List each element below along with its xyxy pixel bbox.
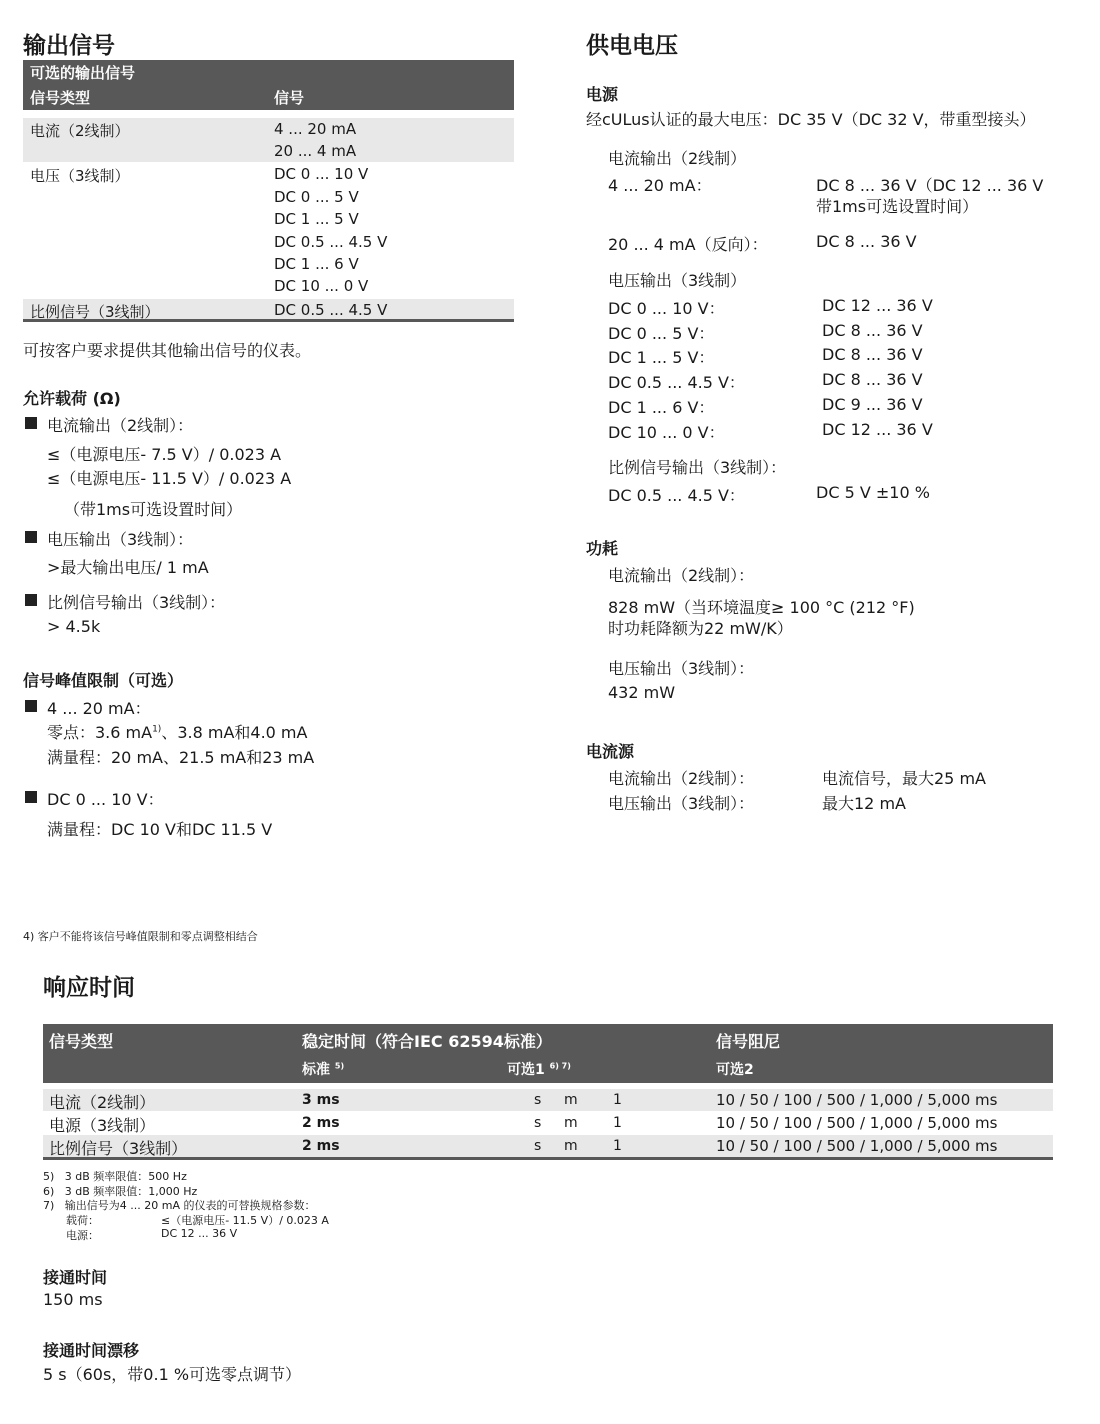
footnote-7-power-value: DC 12 ... 36 V	[161, 1227, 238, 1240]
consumption-current-label: 电流输出（2线制）：	[608, 566, 755, 585]
bullet-icon	[25, 791, 37, 803]
footnote-ref: 1)	[152, 724, 162, 735]
table-cell: 电流（2线制）	[49, 1093, 156, 1112]
response-col-damping: 信号阻尼	[716, 1032, 781, 1051]
consumption-current-value: 828 mW（当环境温度≥ 100 °C (212 °F)	[608, 598, 915, 617]
load-title: 允许载荷 (Ω)	[23, 389, 121, 408]
consumption-title: 功耗	[586, 539, 619, 558]
table-cell: 10 / 50 / 100 / 500 / 1,000 / 5,000 ms	[716, 1137, 998, 1155]
table-cell: 10 / 50 / 100 / 500 / 1,000 / 5,000 ms	[716, 1114, 998, 1132]
supply-key: 20 ... 4 mA（反向）：	[608, 235, 768, 254]
table-cell: s	[534, 1115, 542, 1131]
option1-label: 可选1	[507, 1062, 545, 1078]
standard-label: 标准	[302, 1062, 330, 1078]
supply-key: DC 0 ... 10 V：	[608, 299, 725, 318]
table-cell: 比例信号（3线制）	[49, 1139, 188, 1158]
source-key: 电流输出（2线制）：	[608, 769, 755, 788]
supply-value: 带1ms可选设置时间）	[816, 197, 979, 216]
supply-key: DC 0 ... 5 V：	[608, 324, 715, 343]
table-cell: 1	[613, 1092, 622, 1108]
table-cell: m	[564, 1138, 578, 1154]
supply-key: DC 0.5 ... 4.5 V：	[608, 486, 745, 505]
table-bottom-rule	[43, 1157, 1053, 1160]
load-current-value: ≤（电源电压- 7.5 V）/ 0.023 A	[47, 445, 282, 464]
consumption-current-value: 时功耗降额为22 mW/K）	[608, 619, 793, 638]
source-value: 最大12 mA	[822, 794, 906, 813]
table-cell: DC 10 ... 0 V	[274, 277, 369, 295]
peak-voltage-full-scale: 满量程：DC 10 V和DC 11.5 V	[47, 820, 273, 839]
load-voltage-value: >最大输出电压/ 1 mA	[47, 558, 209, 577]
load-voltage-label: 电压输出（3线制）：	[47, 530, 194, 549]
supply-value: DC 8 ... 36 V	[822, 370, 923, 389]
supply-value: DC 8 ... 36 V	[822, 321, 923, 340]
consumption-voltage-value: 432 mW	[608, 683, 676, 702]
response-col-settle: 稳定时间（符合IEC 62594标准）	[302, 1032, 552, 1051]
load-current-note: （带1ms可选设置时间）	[64, 500, 243, 519]
bullet-icon	[25, 531, 37, 543]
table-cell: 比例信号（3线制）	[30, 303, 160, 321]
supply-value: DC 5 V ±10 %	[816, 483, 930, 502]
bullet-icon	[25, 700, 37, 712]
peak-current-label: 4 ... 20 mA：	[47, 699, 151, 718]
output-table-caption: 可选的输出信号	[30, 64, 136, 82]
supply-key: DC 1 ... 6 V：	[608, 398, 715, 417]
bullet-icon	[25, 594, 37, 606]
table-cell: DC 0.5 ... 4.5 V	[274, 301, 388, 319]
peak-zero-rest: 、3.8 mA和4.0 mA	[161, 723, 308, 742]
table-cell: 1	[613, 1138, 622, 1154]
response-col-standard	[302, 1059, 344, 1079]
switch-on-time-title: 接通时间	[43, 1268, 108, 1287]
table-cell: s	[534, 1138, 542, 1154]
output-table-col-type: 信号类型	[30, 89, 91, 107]
table-cell: DC 1 ... 6 V	[274, 255, 359, 273]
consumption-voltage-label: 电压输出（3线制）：	[608, 659, 755, 678]
table-cell: 电压（3线制）	[30, 167, 130, 185]
footnote-5: 5) 3 dB 频率限值：500 Hz	[43, 1170, 187, 1183]
table-cell: 2 ms	[302, 1115, 340, 1131]
output-table-col-signal: 信号	[274, 89, 305, 107]
supply-voltage-title: 供电电压	[586, 33, 678, 59]
power-source-title: 电源	[586, 85, 619, 104]
supply-key: DC 10 ... 0 V：	[608, 423, 725, 442]
switch-on-drift-value: 5 s（60s，带0.1 %可选零点调节）	[43, 1365, 302, 1384]
table-cell: DC 0 ... 5 V	[274, 188, 359, 206]
table-cell: 20 ... 4 mA	[274, 142, 357, 160]
footnote-7-power-key: 电源：	[66, 1229, 99, 1242]
ratio-output-3wire: 比例信号输出（3线制）：	[608, 458, 787, 477]
table-cell: 4 ... 20 mA	[274, 120, 357, 138]
supply-value: DC 12 ... 36 V	[822, 296, 933, 315]
footnote-ref: 6) 7)	[549, 1061, 571, 1071]
supply-value: DC 8 ... 36 V（DC 12 ... 36 V	[816, 176, 1044, 195]
table-cell: 1	[613, 1115, 622, 1131]
supply-value: DC 12 ... 36 V	[822, 420, 933, 439]
other-signals-note: 可按客户要求提供其他输出信号的仪表。	[23, 341, 312, 360]
footnote-7: 7) 输出信号为4 ... 20 mA 的仪表的可替换规格参数：	[43, 1199, 316, 1212]
supply-key: DC 0.5 ... 4.5 V：	[608, 373, 745, 392]
response-time-title: 响应时间	[43, 975, 135, 1001]
response-col-option1	[507, 1059, 571, 1079]
supply-key: 4 ... 20 mA：	[608, 176, 712, 195]
switch-on-time-value: 150 ms	[43, 1290, 103, 1309]
output-signal-title: 输出信号	[23, 33, 115, 59]
source-value: 电流信号，最大25 mA	[822, 769, 986, 788]
table-cell: DC 0.5 ... 4.5 V	[274, 233, 388, 251]
footnote-4: 4) 客户不能将该信号峰值限制和零点调整相结合	[23, 930, 258, 943]
table-cell: 3 ms	[302, 1092, 340, 1108]
peak-zero-line	[47, 720, 307, 743]
supply-value: DC 8 ... 36 V	[822, 345, 923, 364]
footnote-6: 6) 3 dB 频率限值：1,000 Hz	[43, 1185, 198, 1198]
supply-value: DC 8 ... 36 V	[816, 232, 917, 251]
supply-key: DC 1 ... 5 V：	[608, 348, 715, 367]
load-ratio-value: > 4.5k	[47, 617, 101, 636]
switch-on-drift-title: 接通时间漂移	[43, 1341, 140, 1360]
peak-full-scale: 满量程：20 mA、21.5 mA和23 mA	[47, 748, 315, 767]
table-cell: DC 1 ... 5 V	[274, 210, 359, 228]
table-cell: DC 0 ... 10 V	[274, 165, 369, 183]
culus-max-voltage: 经cULus认证的最大电压：DC 35 V（DC 32 V，带重型接头）	[586, 110, 1036, 129]
table-cell: 电流（2线制）	[30, 122, 130, 140]
table-cell: m	[564, 1115, 578, 1131]
table-cell: 2 ms	[302, 1138, 340, 1154]
table-cell: 10 / 50 / 100 / 500 / 1,000 / 5,000 ms	[716, 1091, 998, 1109]
peak-zero-text: 零点：3.6 mA	[47, 723, 153, 742]
response-col-option2: 可选2	[716, 1062, 754, 1078]
load-current-label: 电流输出（2线制）：	[47, 416, 194, 435]
peak-limit-title: 信号峰值限制（可选）	[23, 671, 184, 690]
bullet-icon	[25, 417, 37, 429]
load-ratio-label: 比例信号输出（3线制）：	[47, 593, 226, 612]
current-source-title: 电流源	[586, 742, 635, 761]
load-current-value: ≤（电源电压- 11.5 V）/ 0.023 A	[47, 469, 292, 488]
supply-value: DC 9 ... 36 V	[822, 395, 923, 414]
footnote-ref: 5)	[334, 1061, 345, 1071]
source-key: 电压输出（3线制）：	[608, 794, 755, 813]
table-cell: m	[564, 1092, 578, 1108]
footnote-7-load-key: 载荷：	[66, 1214, 99, 1227]
current-output-2wire: 电流输出（2线制）	[608, 149, 747, 168]
footnote-7-load-value: ≤（电源电压- 11.5 V）/ 0.023 A	[161, 1214, 329, 1227]
table-cell: s	[534, 1092, 542, 1108]
table-cell: 电源（3线制）	[49, 1116, 156, 1135]
response-col-type: 信号类型	[49, 1032, 114, 1051]
voltage-output-3wire: 电压输出（3线制）	[608, 271, 747, 290]
peak-voltage-label: DC 0 ... 10 V：	[47, 790, 164, 809]
